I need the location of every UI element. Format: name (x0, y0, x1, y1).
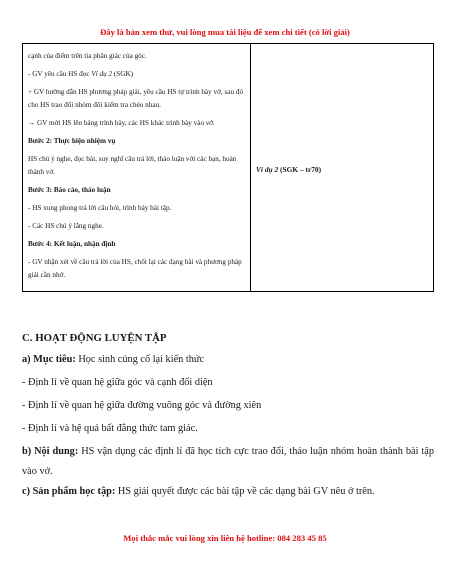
section-heading (22, 328, 434, 349)
paragraph: + GV hướng dẫn HS phương pháp giải, yêu cầu HS tự trình bày vở, sau đó cho HS trao đổi nhóm đôi kiểm tra chéo nhau. (28, 88, 244, 109)
content-text: HS vận dụng các định lí đã học tích cực trao đổi, thảo luận nhóm hoàn thành bài tập vào vở. (22, 446, 434, 477)
paragraph: - Các HS chú ý lắng nghe. (28, 222, 104, 230)
text-run: → GV mời HS lên bảng trình bày, các HS khác trình bày vào (28, 119, 206, 127)
paragraph: - HS xung phong trả lời câu hỏi, trình bày bài tập. (28, 204, 172, 212)
list-item (22, 396, 434, 416)
section-title: C. HOẠT ĐỘNG LUYỆN TẬP (22, 332, 167, 344)
list-item-text: - Định lí và hệ quả bất đẳng thức tam giác. (22, 423, 198, 434)
preview-notice-banner: Đây là bản xem thử, vui lòng mua tài liệu để xem chi tiết (có lời giải) (100, 27, 350, 37)
step-heading (28, 135, 246, 148)
list-item-text: - Định lí về quan hệ giữa đường vuông góc và đường xiên (22, 400, 262, 411)
content-label: b) Nội dung: (22, 446, 79, 457)
text-run-italic: Ví dụ 2 (256, 164, 279, 174)
text-run: (SGK – tr70) (278, 164, 322, 174)
paragraph: - GV nhận xét về câu trả lời của HS, chốt lại các dạng bài và phương pháp giải cần nhớ. (28, 258, 242, 279)
teacher-student-activity-cell (23, 44, 251, 292)
paragraph (28, 117, 246, 130)
step-heading (28, 184, 246, 197)
lesson-activity-table (22, 43, 434, 292)
step-3-title: Bước 3: Báo cáo, thảo luận (28, 186, 111, 194)
product-text: HS giải quyết được các bài tập về các dạng bài GV nêu ở trên. (115, 486, 375, 497)
table-row (23, 44, 434, 292)
paragraph: cạnh của điểm trên tia phân giác của góc. (28, 52, 147, 60)
example-reference: Ví dụ 2 (91, 70, 113, 78)
text-run-italic: vở. (205, 119, 215, 127)
paragraph (28, 68, 246, 81)
text-run: (SGK) (112, 70, 134, 78)
list-item-text: - Định lí về quan hệ giữa góc và cạnh đối diện (22, 377, 213, 388)
objective-label: a) Mục tiêu: (22, 354, 76, 365)
step-2-title: Bước 2: Thực hiện nhiệm vụ (28, 137, 116, 145)
example-reference (256, 165, 321, 174)
paragraph: HS chú ý nghe, đọc bài, suy nghĩ câu trả lời, thảo luận với các bạn, hoàn thành vở. (28, 155, 237, 176)
step-heading (28, 238, 246, 251)
objective-text: Học sinh củng cố lại kiến thức (75, 354, 205, 365)
product-cell (251, 44, 434, 292)
hotline-banner: Mọi thắc mắc vui lòng xin liên hệ hotline: 084 283 45 85 (123, 533, 327, 543)
objective-paragraph (22, 350, 434, 370)
content-paragraph (22, 442, 434, 482)
text-run: - GV yêu cầu HS đọc (28, 70, 92, 78)
step-4-title: Bước 4: Kết luận, nhận định (28, 240, 116, 248)
list-item (22, 419, 434, 439)
product-paragraph (22, 482, 434, 502)
product-label: c) Sản phẩm học tập: (22, 486, 116, 497)
list-item (22, 373, 434, 393)
